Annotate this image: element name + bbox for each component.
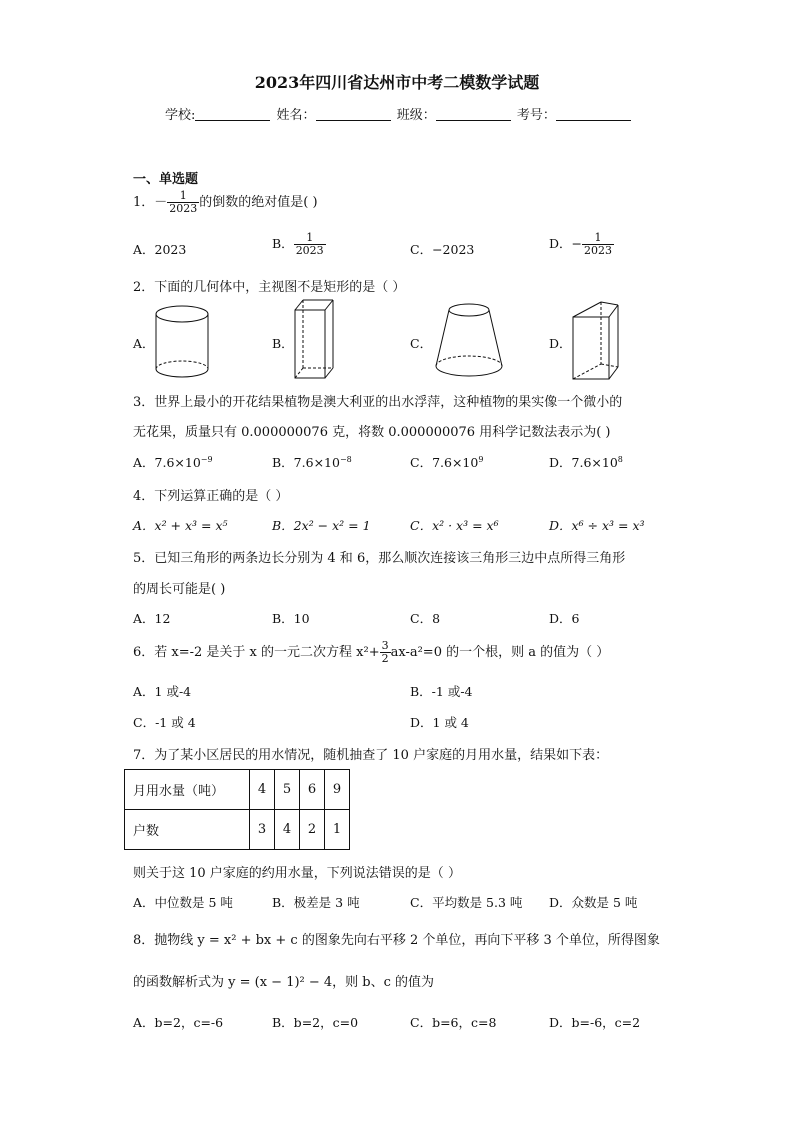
q1-b-den: 2023 bbox=[295, 244, 324, 257]
q6-frac-den: 2 bbox=[381, 652, 389, 665]
q3-b-exp: −8 bbox=[339, 454, 352, 464]
q3-line-2: 无花果，质量只有 0.000000076 克，将数 0.000000076 用科学记数法表示为( ) bbox=[133, 425, 611, 440]
table-cell: 4 bbox=[250, 770, 275, 810]
q2-option-c[interactable]: C． bbox=[410, 336, 433, 351]
q7-option-c[interactable]: C．平均数是 5.3 吨 bbox=[410, 895, 523, 910]
q6-option-d[interactable]: D．1 或 4 bbox=[410, 715, 469, 730]
q1-d-label: D．− bbox=[549, 236, 582, 251]
frustum-figure bbox=[432, 300, 506, 382]
q3-option-a[interactable] bbox=[133, 453, 213, 471]
q6-fraction bbox=[380, 640, 391, 665]
question-2: 2．下面的几何体中，主视图不是矩形的是（ ） bbox=[133, 280, 406, 295]
q3-option-c[interactable] bbox=[410, 453, 483, 471]
q5-option-c[interactable]: C．8 bbox=[410, 611, 441, 626]
q2-option-d[interactable]: D． bbox=[549, 336, 572, 351]
q5-line-1: 5．已知三角形的两条边长分别为 4 和 6，那么顺次连接该三角形三边中点所得三角形 bbox=[133, 551, 626, 566]
q3-option-b[interactable] bbox=[272, 453, 352, 471]
q5-option-b[interactable]: B．10 bbox=[272, 611, 310, 626]
cylinder-figure bbox=[152, 303, 212, 381]
table-row bbox=[125, 770, 350, 810]
q1-fraction bbox=[167, 190, 199, 215]
q6-option-c[interactable]: C．-1 或 4 bbox=[133, 715, 196, 730]
q8-option-b[interactable]: B．b=2，c=0 bbox=[272, 1015, 359, 1030]
q8-line-2: 的函数解析式为 y = (x − 1)² − 4，则 b、c 的值为 bbox=[133, 975, 435, 990]
q6-option-b[interactable]: B．-1 或-4 bbox=[410, 684, 473, 699]
table-row bbox=[125, 810, 350, 850]
table-header-cell: 户数 bbox=[125, 810, 250, 850]
q3-a-exp: −9 bbox=[200, 454, 213, 464]
q1-d-den: 2023 bbox=[584, 244, 612, 257]
q6-frac-num: 3 bbox=[381, 639, 389, 652]
q7-follow-text: 则关于这 10 户家庭的约用水量，下列说法错误的是（ ） bbox=[133, 866, 461, 881]
q1-sign: － bbox=[154, 195, 168, 210]
q1-option-c[interactable]: C．−2023 bbox=[410, 242, 475, 257]
q3-d-label: D．7.6×10 bbox=[549, 455, 618, 470]
q8-line-1: 8．抛物线 y = x² + bx + c 的图象先向右平移 2 个单位，再向下平移 3 个单位，所得图象 bbox=[133, 933, 660, 948]
q8-option-d[interactable]: D．b=-6，c=2 bbox=[549, 1015, 641, 1030]
q8-option-a[interactable]: A．b=2，c=-6 bbox=[133, 1015, 224, 1030]
page-title: 2023年四川省达州市中考二模数学试题 bbox=[254, 73, 540, 92]
q5-option-d[interactable]: D．6 bbox=[549, 611, 580, 626]
q1-frac-num: 1 bbox=[167, 190, 199, 203]
q6-suffix: ax-a²=0 的一个根，则 a 的值为（ ） bbox=[390, 645, 610, 660]
school-blank[interactable] bbox=[195, 108, 270, 121]
q1-b-fraction bbox=[294, 232, 326, 257]
q4-option-c[interactable]: C．x² · x³ = x⁶ bbox=[410, 518, 499, 533]
q4-option-d[interactable]: D．x⁶ ÷ x³ = x³ bbox=[549, 518, 645, 533]
q3-a-label: A．7.6×10 bbox=[133, 455, 201, 470]
q1-text: 的倒数的绝对值是( ) bbox=[199, 195, 318, 210]
name-label: 姓名： bbox=[276, 108, 316, 123]
q1-number: 1． bbox=[133, 195, 155, 210]
q3-d-exp: 8 bbox=[617, 454, 623, 464]
table-cell: 1 bbox=[325, 810, 350, 850]
table-cell: 9 bbox=[325, 770, 350, 810]
question-1 bbox=[133, 190, 318, 215]
name-blank[interactable] bbox=[316, 108, 391, 121]
q1-option-d[interactable] bbox=[549, 232, 614, 257]
class-label: 班级： bbox=[396, 108, 436, 123]
q5-line-2: 的周长可能是( ) bbox=[133, 582, 226, 597]
table-cell: 2 bbox=[300, 810, 325, 850]
class-blank[interactable] bbox=[436, 108, 511, 121]
q1-option-a[interactable]: A．2023 bbox=[133, 242, 187, 257]
question-6 bbox=[133, 640, 609, 665]
question-7: 7．为了某小区居民的用水情况，随机抽查了 10 户家庭的月用水量，结果如下表： bbox=[133, 748, 609, 763]
q3-c-label: C．7.6×10 bbox=[410, 455, 479, 470]
table-cell: 3 bbox=[250, 810, 275, 850]
q3-b-label: B．7.6×10 bbox=[272, 455, 340, 470]
student-info-line bbox=[165, 104, 633, 123]
q4-option-a[interactable]: A．x² + x³ = x⁵ bbox=[133, 518, 228, 533]
table-cell: 6 bbox=[300, 770, 325, 810]
q5-option-a[interactable]: A．12 bbox=[133, 611, 171, 626]
number-label: 考号： bbox=[516, 108, 556, 123]
table-cell: 4 bbox=[275, 810, 300, 850]
q1-option-b[interactable] bbox=[272, 232, 326, 257]
q3-c-exp: 9 bbox=[478, 454, 484, 464]
q7-option-b[interactable]: B．极差是 3 吨 bbox=[272, 895, 360, 910]
section-heading: 一、单选题 bbox=[133, 172, 199, 187]
q1-b-label: B． bbox=[272, 236, 294, 251]
table-cell: 5 bbox=[275, 770, 300, 810]
q2-option-a[interactable]: A． bbox=[133, 336, 155, 351]
q4-option-b[interactable]: B．2x² − x² = 1 bbox=[272, 518, 371, 533]
number-blank[interactable] bbox=[556, 108, 631, 121]
q6-prefix: 6．若 x=-2 是关于 x 的一元二次方程 x²+ bbox=[133, 645, 380, 660]
prism-figure bbox=[568, 299, 624, 383]
q3-option-d[interactable] bbox=[549, 453, 623, 471]
cuboid-figure bbox=[290, 298, 338, 382]
q7-option-a[interactable]: A．中位数是 5 吨 bbox=[133, 895, 233, 910]
water-usage-table bbox=[124, 769, 350, 850]
q8-option-c[interactable]: C．b=6，c=8 bbox=[410, 1015, 497, 1030]
q6-option-a[interactable]: A．1 或-4 bbox=[133, 684, 192, 699]
q1-d-fraction bbox=[582, 232, 614, 257]
q2-option-b[interactable]: B． bbox=[272, 336, 294, 351]
q7-option-d[interactable]: D．众数是 5 吨 bbox=[549, 895, 638, 910]
table-header-cell: 月用水量（吨） bbox=[125, 770, 250, 810]
q1-d-num: 1 bbox=[582, 232, 614, 245]
q1-frac-den: 2023 bbox=[169, 202, 198, 215]
q1-b-num: 1 bbox=[294, 232, 326, 245]
school-label: 学校: bbox=[165, 108, 196, 123]
question-4: 4．下列运算正确的是（ ） bbox=[133, 489, 289, 504]
q3-line-1: 3．世界上最小的开花结果植物是澳大利亚的出水浮萍，这种植物的果实像一个微小的 bbox=[133, 395, 623, 410]
